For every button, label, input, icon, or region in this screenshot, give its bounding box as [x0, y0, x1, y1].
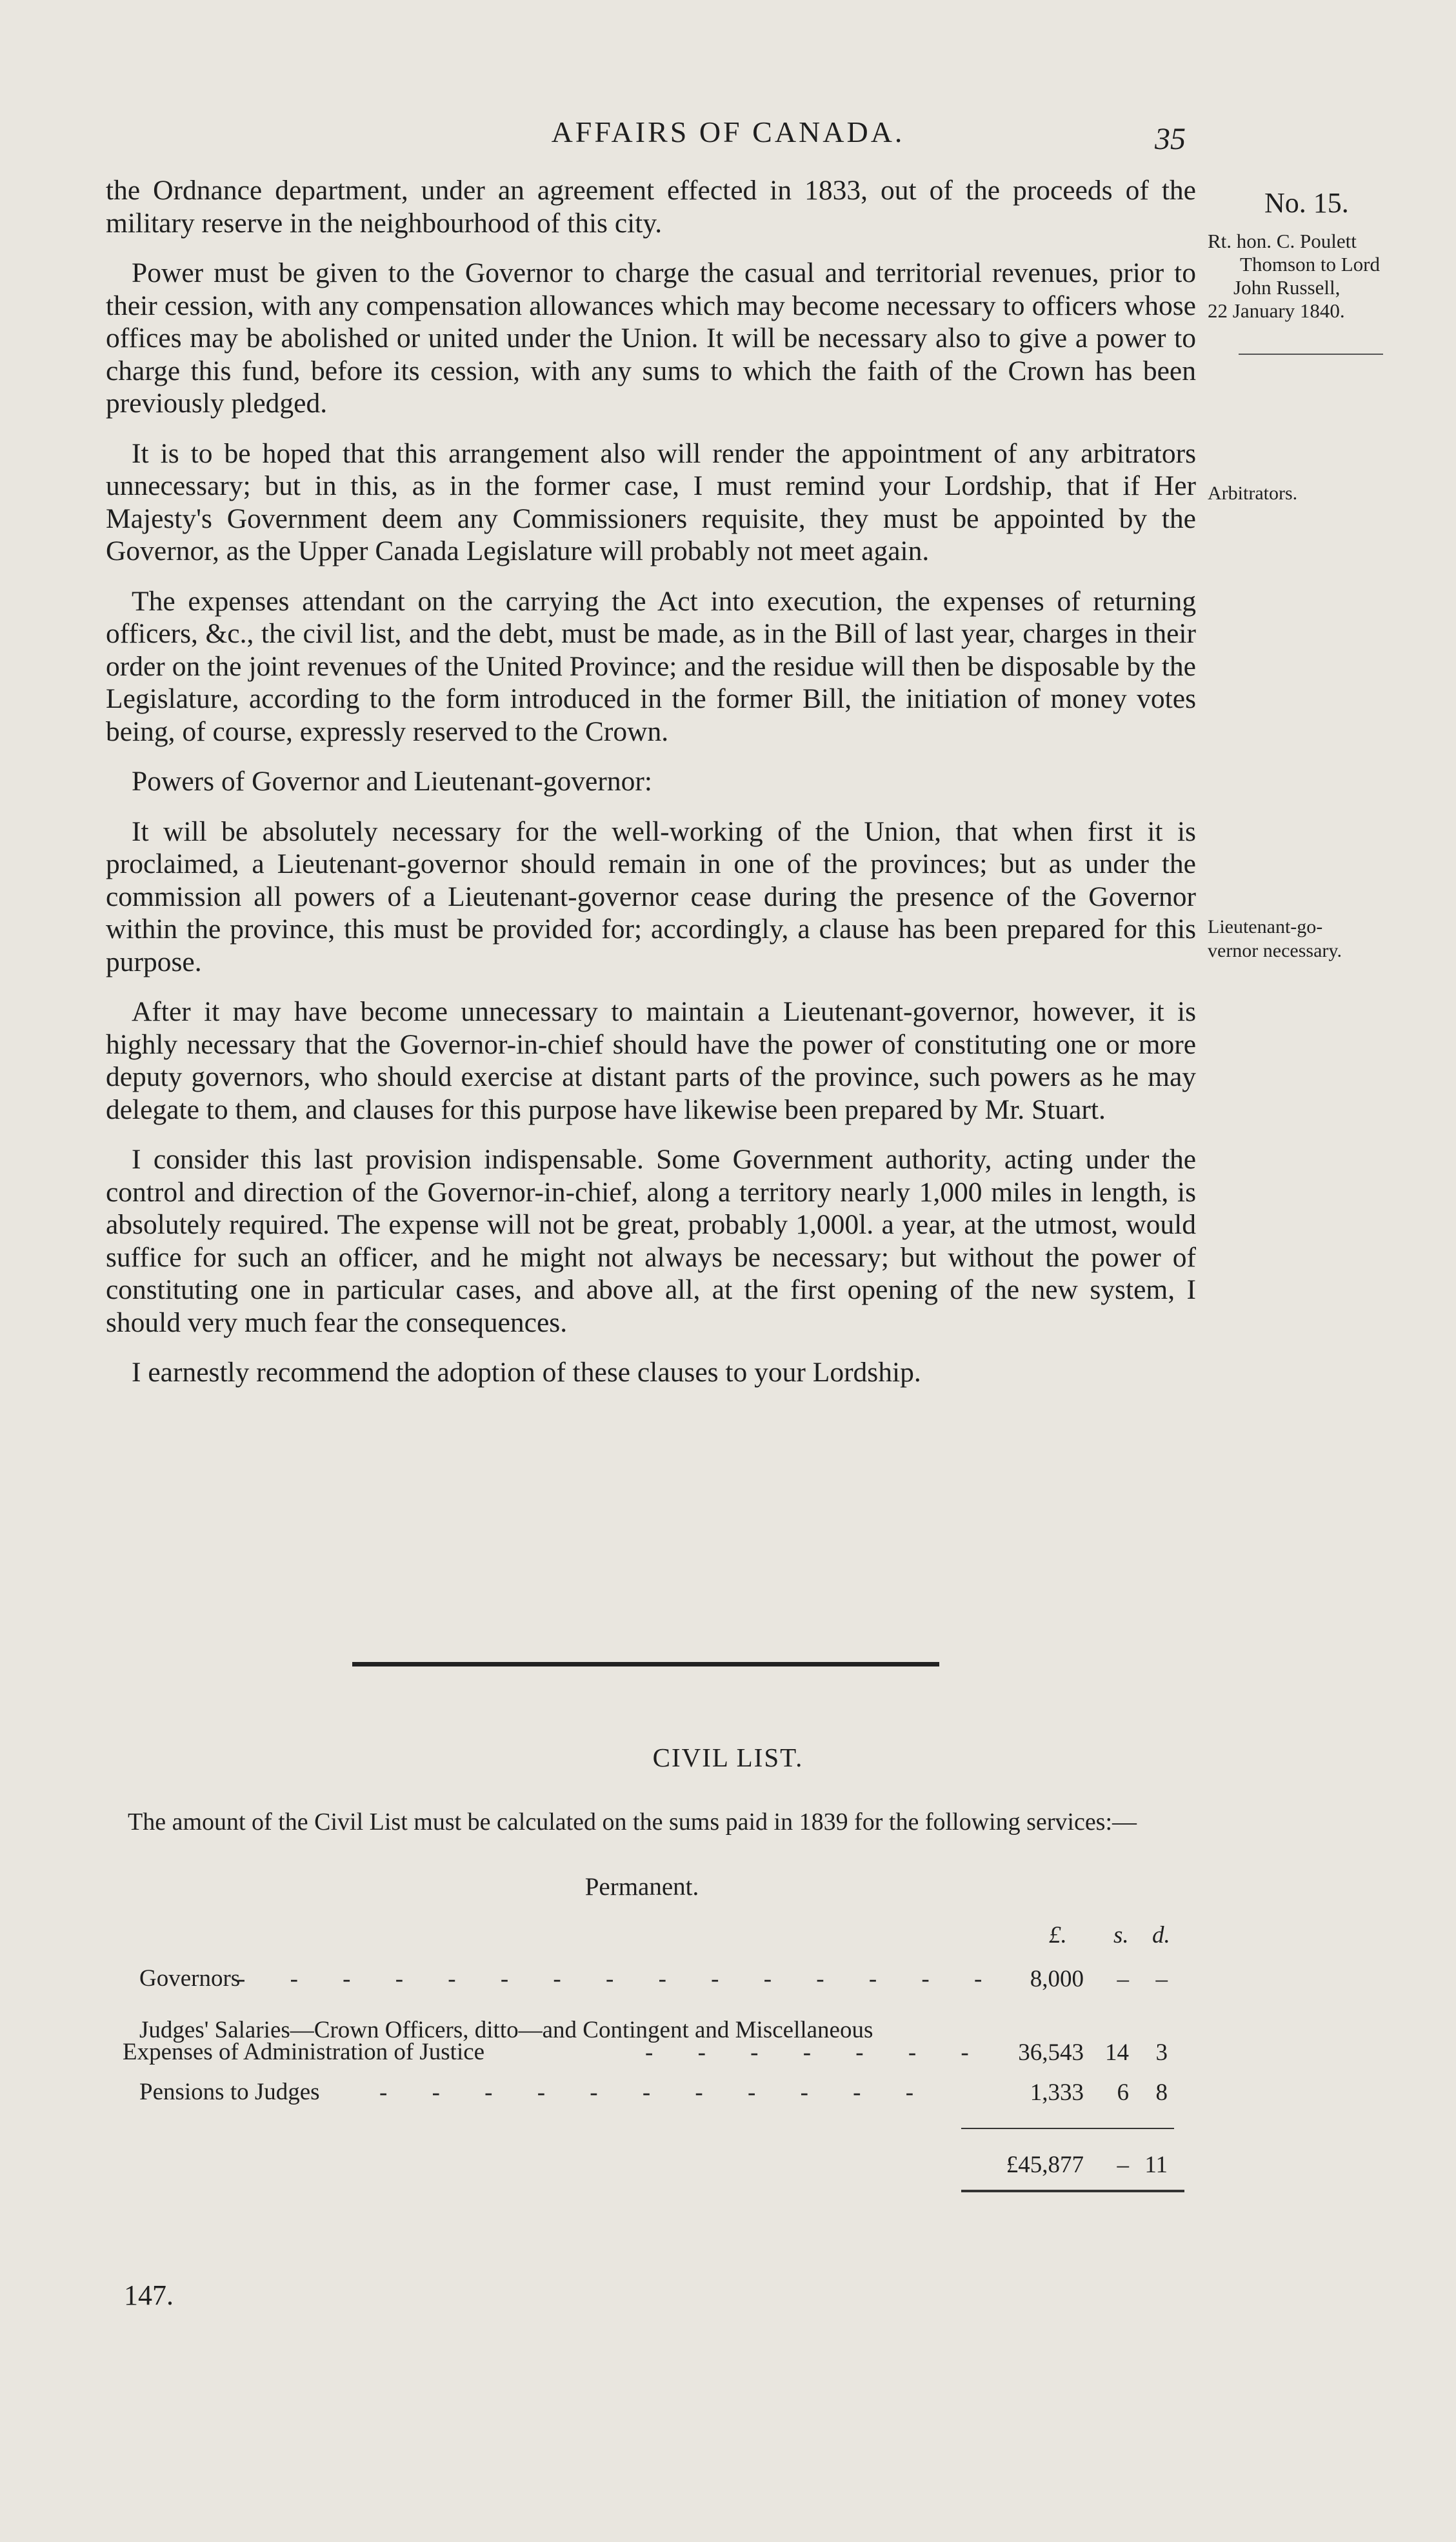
- leader-dots: - - - - - - -: [645, 2039, 988, 2066]
- margin-meta-line: 22 January 1840.: [1208, 299, 1345, 322]
- unit-pence: d.: [1152, 1922, 1170, 1948]
- paragraph: I consider this last provision indispensable. Some Government authority, acting under the control and direction of the Governor-in-chief, along a territory nearly 1,000 miles in length, is absolutely required. The expense will not be great, probably 1,000l. a year, at the utmost, would suffice for such an officer, and he might not always be necessary; but without the power of constituting one in particular cases, and above all, at the first opening of the new system, I should very much fear the consequences.: [106, 1144, 1196, 1338]
- paragraph: It is to be hoped that this arrangement also will render the appointment of any arbitrators unnecessary; but in this, as in the former case, I must remind your Lordship, that if Her Majesty's Government deem any Commissioners requisite, they must be appointed by the Governor, as the Upper Canada Legislature will probably not meet again.: [106, 437, 1196, 566]
- civil-row-shillings: 6: [1117, 2079, 1129, 2106]
- civil-row-label: Judges' Salaries—Crown Officers, ditto—and Contingent and Miscellaneous: [139, 2017, 873, 2043]
- leader-dots: - - - - - - - - - - - - - - -: [237, 1966, 1002, 1992]
- civil-row-pence: –: [1155, 1966, 1168, 1992]
- unit-shillings: s.: [1113, 1922, 1129, 1948]
- civil-row-shillings: –: [1117, 1966, 1129, 1992]
- running-header: AFFAIRS OF CANADA.: [551, 115, 905, 148]
- paragraph: The expenses attendant on the carrying the Act into execution, the expenses of returning officers, &c., the civil list, and the debt, must be made, as in the Bill of last year, charges in their order on the joint revenues of the United Province; and the residue will then be disposable by the Legislature, according to the form introduced in the former Bill, the initiation of money votes being, of course, expressly reserved to the Crown.: [106, 585, 1196, 747]
- civil-total-pence: 11: [1144, 2152, 1168, 2178]
- paragraph: After it may have become unnecessary to maintain a Lieutenant-governor, however, it is highly necessary that the Governor-in-chief should have the power of constituting one or more deputy governors, who should exercise at distant parts of the province, such powers as he may delegate to them, and clauses for this purpose have likewise been prepared by Mr. Stuart.: [106, 996, 1196, 1125]
- civil-list-subtitle: Permanent.: [584, 1873, 699, 1901]
- total-rule: [961, 2190, 1184, 2192]
- civil-total-shillings: –: [1117, 2152, 1129, 2178]
- margin-note-line: vernor necessary.: [1208, 940, 1342, 961]
- paragraph: I earnestly recommend the adoption of these clauses to your Lordship.: [132, 1357, 921, 1388]
- letter-body: [106, 174, 1196, 1406]
- unit-pounds: £.: [1049, 1922, 1067, 1948]
- print-signature: 147.: [124, 2279, 174, 2311]
- margin-note-line: Lieutenant-go-: [1208, 916, 1323, 937]
- paragraph: Powers of Governor and Lieutenant-governor:: [132, 766, 652, 797]
- civil-row-pounds: 1,333: [1030, 2079, 1084, 2106]
- civil-row-label-cont: [123, 2039, 484, 2066]
- leader-dots: - - - - - - - - - - -: [379, 2079, 933, 2106]
- civil-row-pence: 8: [1155, 2079, 1168, 2106]
- civil-row-label-line2: Expenses of Administration of Justice: [123, 2039, 485, 2065]
- margin-note-lieutenant: [1208, 915, 1342, 963]
- civil-row-label: Pensions to Judges: [139, 2079, 320, 2105]
- paragraph: Power must be given to the Governor to charge the casual and territorial revenues, prior to their cession, with any compensation allowances which may become necessary to officers whose offices may be abolished or united under the Union. It will be necessary also to give a power to charge this fund, before its cession, with any sums to which the faith of the Crown has been previously pledged.: [106, 257, 1196, 419]
- page-number: 35: [1155, 122, 1186, 156]
- sum-rule: [961, 2128, 1174, 2129]
- margin-note-arbitrators: Arbitrators.: [1208, 483, 1298, 504]
- civil-row-pence: 3: [1155, 2039, 1168, 2066]
- paragraph: the Ordnance department, under an agreement effected in 1833, out of the proceeds of the military reserve in the neighbourhood of this city.: [106, 175, 1196, 239]
- margin-doc-meta: [1208, 230, 1414, 323]
- civil-row-shillings: 14: [1105, 2039, 1129, 2066]
- margin-doc-number: No. 15.: [1264, 187, 1349, 219]
- civil-list-title: CIVIL LIST.: [652, 1743, 804, 1772]
- margin-divider: [1239, 354, 1383, 355]
- civil-row-pounds: 36,543: [1018, 2039, 1084, 2066]
- margin-meta-line: John Russell,: [1233, 276, 1341, 299]
- margin-meta-line: Rt. hon. C. Poulett: [1208, 230, 1357, 252]
- section-divider: [352, 1662, 939, 1666]
- paragraph: It will be absolutely necessary for the well-working of the Union, that when first it is proclaimed, a Lieutenant-governor should remain in one of the provinces; but as under the commission all powers of a Lieutenant-governor cease during the presence of the Governor within the province, this must be provided for; accordingly, a clause has been prepared for this purpose.: [106, 816, 1196, 977]
- civil-total-pounds: £45,877: [1006, 2152, 1084, 2178]
- civil-list-intro: The amount of the Civil List must be calculated on the sums paid in 1839 for the following services:—: [128, 1808, 1137, 1836]
- margin-meta-line: Thomson to Lord: [1240, 253, 1380, 275]
- civil-row-pounds: 8,000: [1030, 1966, 1084, 1992]
- civil-row-label: Governors: [139, 1965, 241, 1992]
